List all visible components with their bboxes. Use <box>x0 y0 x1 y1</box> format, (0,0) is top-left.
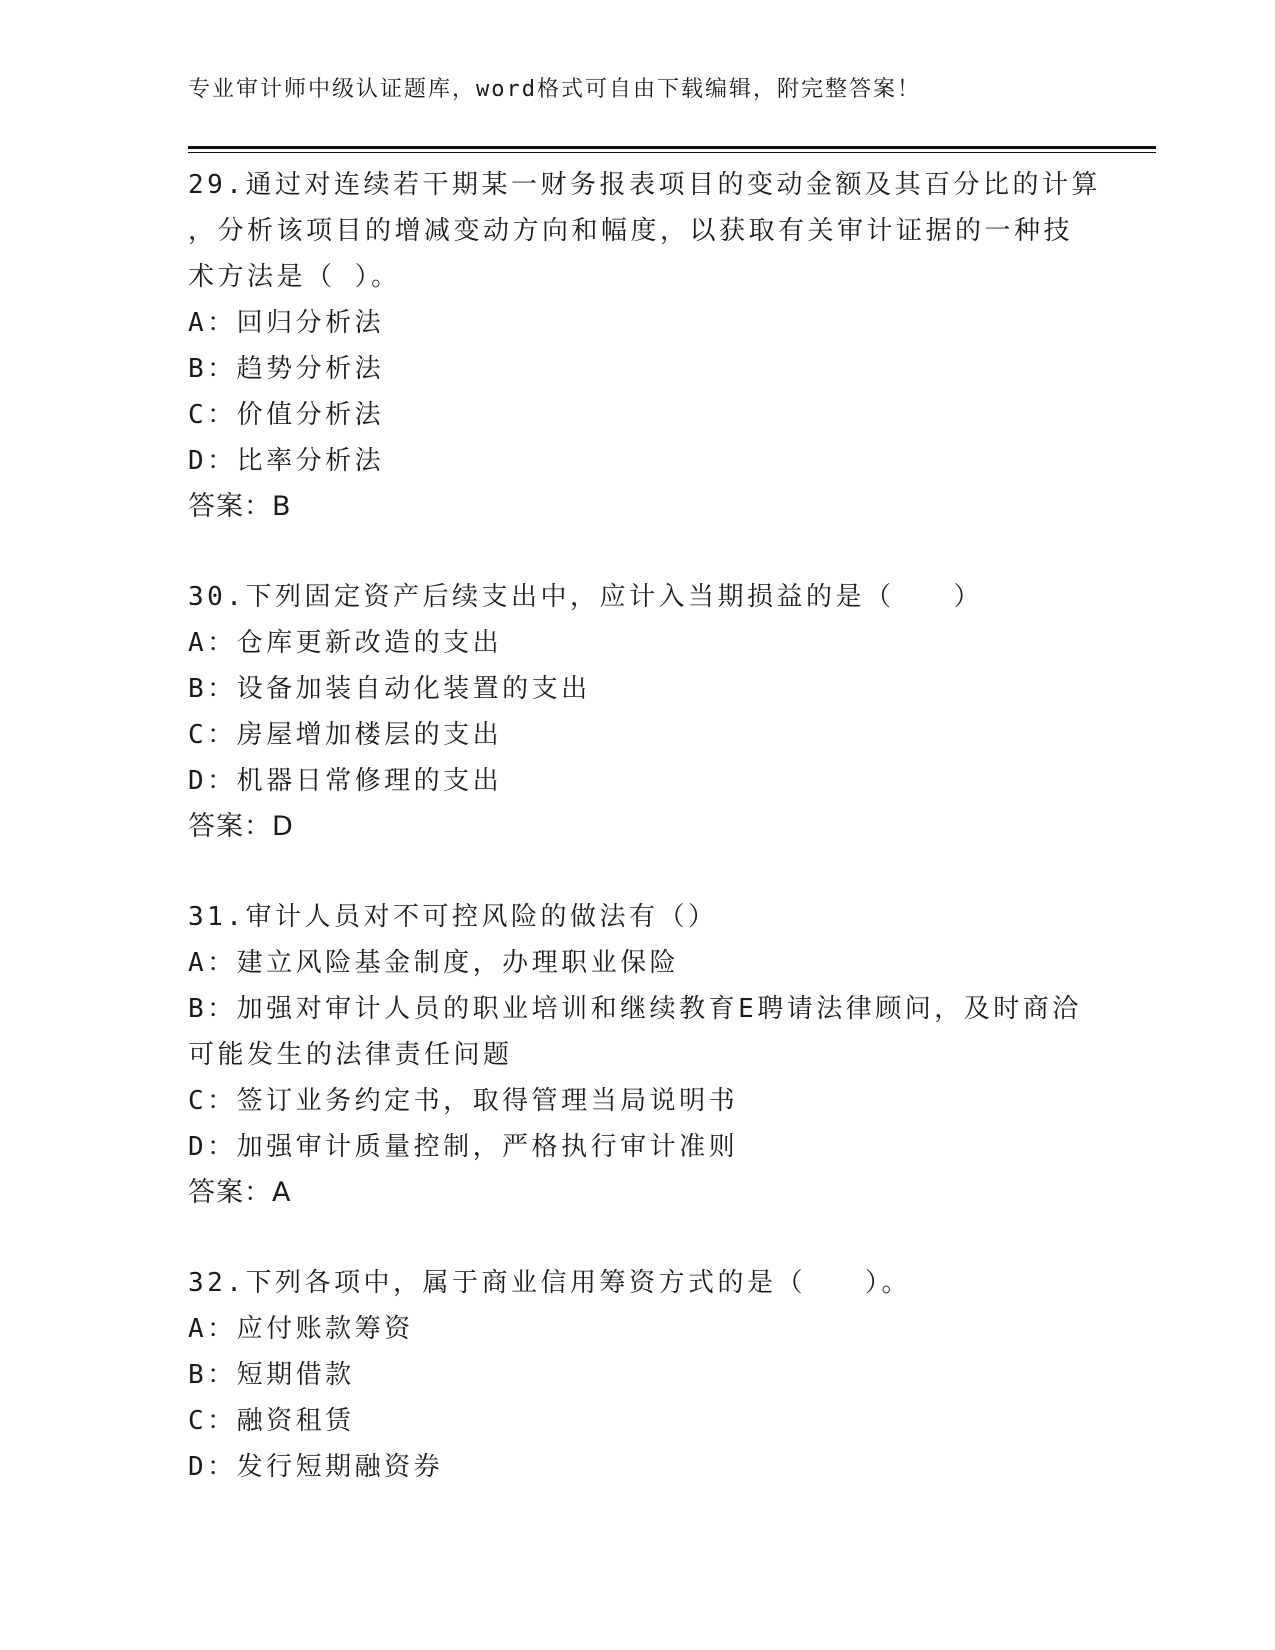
header-rule-thick <box>188 146 1156 149</box>
question-list <box>188 162 1101 1490</box>
option-b: B：加强对审计人员的职业培训和继续教育E聘请法律顾问，及时商洽 <box>188 994 1082 1024</box>
question-29 <box>188 162 1101 530</box>
option-a: A：应付账款筹资 <box>188 1314 414 1344</box>
option-c: C：签订业务约定书，取得管理当局说明书 <box>188 1086 739 1116</box>
option-c: C：价值分析法 <box>188 400 385 430</box>
option-d: D：加强审计质量控制，严格执行审计准则 <box>188 1132 739 1162</box>
option-d: D：机器日常修理的支出 <box>188 766 503 796</box>
question-spacer <box>188 530 1088 574</box>
option-b: B：设备加装自动化装置的支出 <box>188 674 591 704</box>
question-stem-line: 31.审计人员对不可控风险的做法有（） <box>188 902 718 932</box>
option-d: D：比率分析法 <box>188 446 385 476</box>
question-32 <box>188 1260 1088 1490</box>
question-31 <box>188 894 1088 1216</box>
question-spacer <box>188 1216 1088 1260</box>
page-header: 专业审计师中级认证题库，word格式可自由下载编辑，附完整答案！ <box>188 77 921 102</box>
question-stem-line: ，分析该项目的增减变动方向和幅度，以获取有关审计证据的一种技 <box>188 216 1074 246</box>
option-b-continued: 可能发生的法律责任问题 <box>188 1040 513 1070</box>
answer-line: 答案：D <box>188 811 294 842</box>
answer-line: 答案：A <box>188 1177 292 1208</box>
question-30 <box>188 574 1088 850</box>
option-c: C：房屋增加楼层的支出 <box>188 720 503 750</box>
option-a: A：建立风险基金制度，办理职业保险 <box>188 948 680 978</box>
question-stem-line: 29.通过对连续若干期某一财务报表项目的变动金额及其百分比的计算 <box>188 170 1101 200</box>
option-b: B：短期借款 <box>188 1360 355 1390</box>
question-stem-line: 32.下列各项中，属于商业信用筹资方式的是（ ）。 <box>188 1268 911 1298</box>
option-a: A：仓库更新改造的支出 <box>188 628 503 658</box>
question-spacer <box>188 850 1088 894</box>
question-stem-line: 30.下列固定资产后续支出中，应计入当期损益的是（ ） <box>188 582 983 612</box>
header-rule-thin <box>188 152 1156 153</box>
option-b: B：趋势分析法 <box>188 354 385 384</box>
answer-line: 答案：B <box>188 491 292 522</box>
option-c: C：融资租赁 <box>188 1406 355 1436</box>
question-stem-line: 术方法是（ ）。 <box>188 262 401 292</box>
option-d: D：发行短期融资券 <box>188 1452 444 1482</box>
option-a: A：回归分析法 <box>188 308 385 338</box>
